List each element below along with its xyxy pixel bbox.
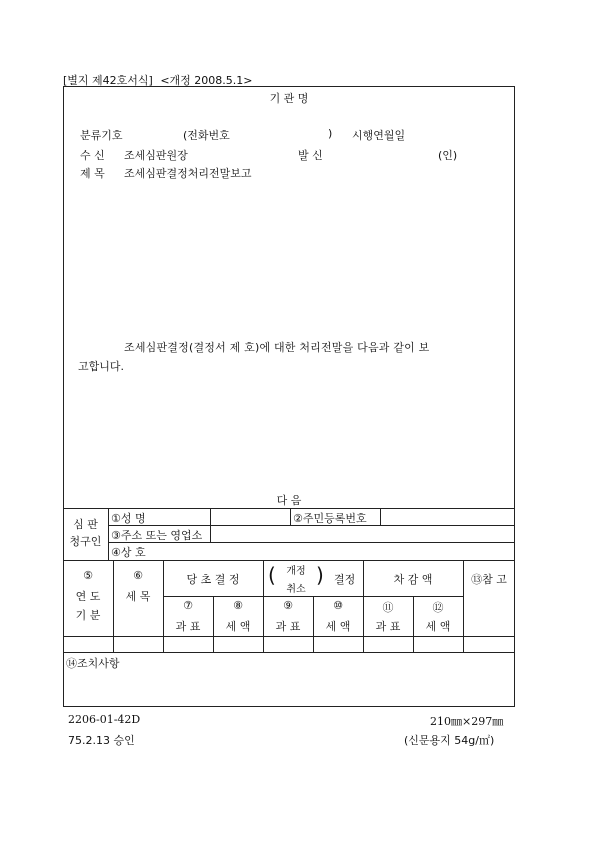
claimant-label-2: 청구인 [69,535,102,548]
resident-no-label: ②주민등록번호 [293,512,367,525]
col11-label: 과 표 [375,620,401,633]
divider [290,508,291,525]
org-name: 기 관 명 [269,92,309,105]
col11-number: ⑪ [382,601,394,614]
next-label: 다 음 [276,494,302,507]
seal-mark: (인) [438,149,458,162]
col9-label: 과 표 [275,620,301,633]
divider [63,560,515,561]
col10-label: 세 액 [325,620,351,633]
reference-header: ⑬참 고 [471,573,507,586]
close-paren: ) [316,563,324,587]
claimant-label-1: 심 판 [73,518,98,531]
divider [63,508,515,509]
col10-number: ⑩ [333,599,343,612]
col6-number: ⑥ [133,569,143,582]
decision-label: 결정 [334,573,356,586]
divider [108,508,109,560]
from-label: 발 신 [298,149,323,162]
subject-label: 제 목 [80,167,105,180]
divider [380,508,381,525]
col12-number: ⑫ [432,601,444,614]
col9-number: ⑨ [283,599,293,612]
address-label: ③주소 또는 영업소 [111,529,203,542]
business-name-label: ④상 호 [111,546,146,559]
form-id: [별지 제42호서식] [63,74,153,87]
col5-label-1: 연 도 [75,590,101,603]
col7-number: ⑦ [183,599,193,612]
to-label: 수 신 [80,149,105,162]
revised-label: 개정 [286,566,306,577]
date-label: 시행연월일 [352,129,406,142]
phone-open: (전화번호 [183,129,230,142]
col6-label: 세 목 [125,590,151,603]
to-value: 조세심판원장 [124,149,188,162]
original-decision-header: 당 초 결 정 [186,573,240,586]
class-code-label: 분류기호 [80,129,123,142]
col7-label: 과 표 [175,620,201,633]
subject-value: 조세심판결정처리전말보고 [124,167,252,180]
body-line-1: 조세심판결정(결정서 제 호)에 대한 처리전말을 다음과 같이 보 [124,341,430,354]
action-label: ⑭조치사항 [66,657,120,670]
difference-header: 차 감 액 [393,573,433,586]
paper-size: 210㎜×297㎜ [430,715,504,728]
col12-label: 세 액 [425,620,451,633]
open-paren: ( [268,563,276,587]
body-line-2: 고합니다. [78,360,125,373]
col8-number: ⑧ [233,599,243,612]
name-label: ①성 명 [111,512,146,525]
phone-close: ) [328,127,333,140]
approval-date: 75.2.13 승인 [68,734,135,747]
cancelled-label: 취소 [286,584,306,595]
divider [63,652,515,653]
paper-type: (신문용지 54g/㎡) [404,734,495,747]
divider [63,636,515,637]
col5-number: ⑤ [83,569,93,582]
form-code: 2206-01-42D [68,713,141,726]
col8-label: 세 액 [225,620,251,633]
col5-label-2: 기 분 [75,609,101,622]
divider [210,508,211,542]
revision-note: <개정 2008.5.1> [160,74,253,87]
